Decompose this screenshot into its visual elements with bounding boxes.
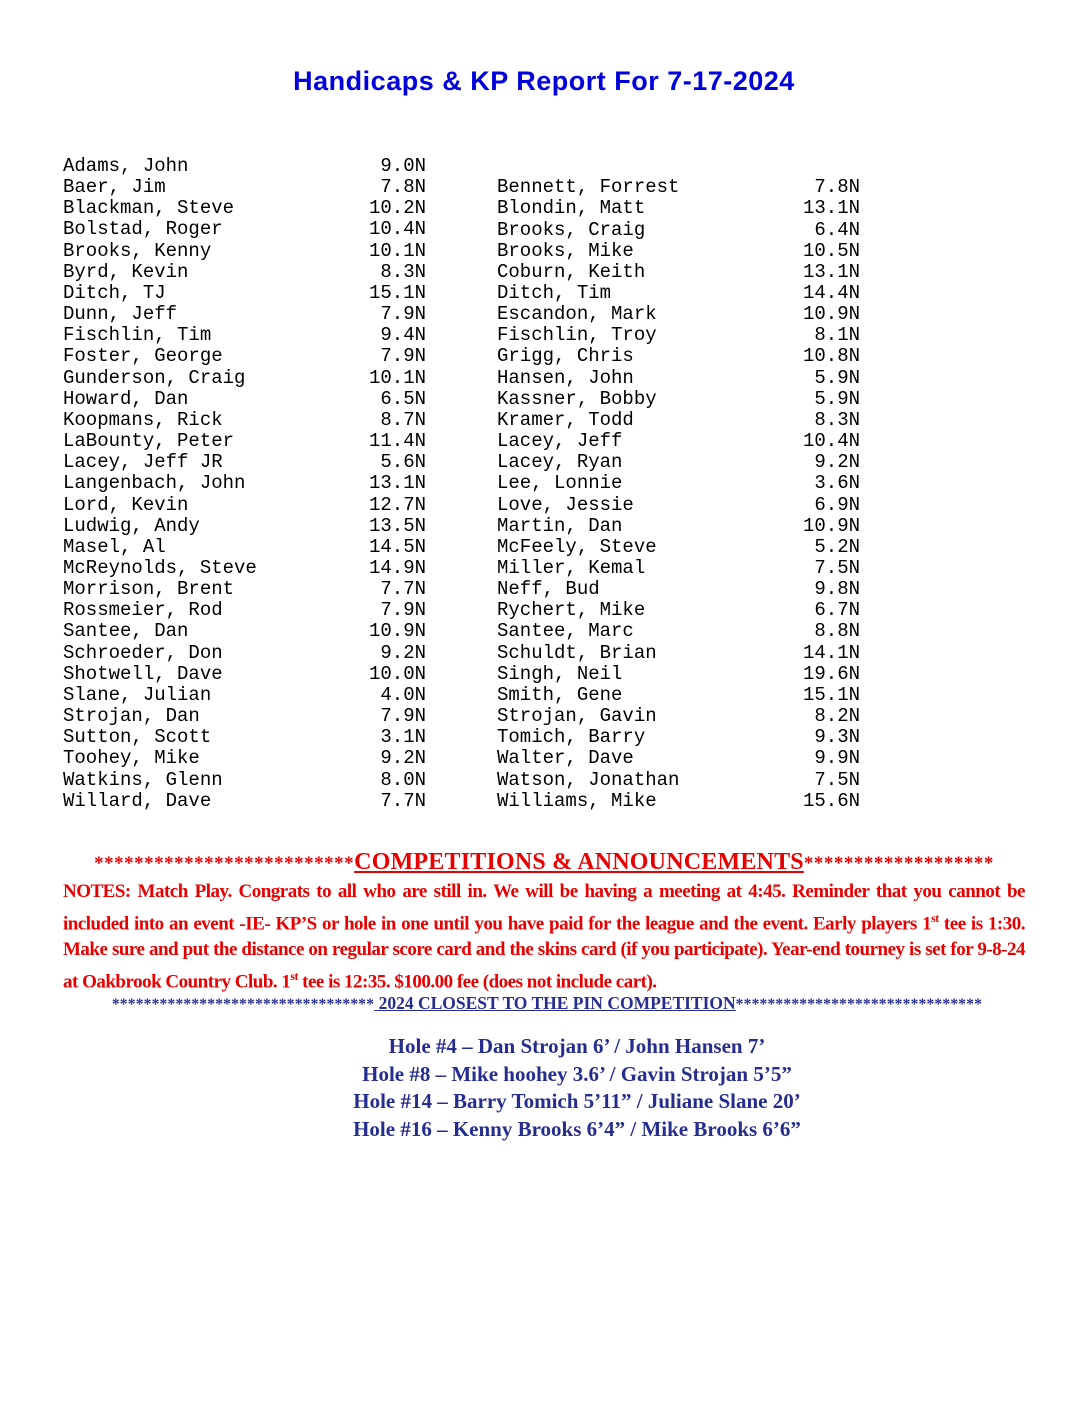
player-name: Masel, Al bbox=[63, 535, 166, 558]
player-handicap: 9.2N bbox=[814, 451, 860, 474]
roster-row bbox=[63, 599, 426, 620]
player-handicap: 9.2N bbox=[380, 747, 426, 770]
player-name: Hansen, John bbox=[497, 366, 634, 389]
player-handicap: 19.6N bbox=[802, 662, 860, 685]
roster-row bbox=[63, 388, 426, 409]
roster-row bbox=[63, 684, 426, 705]
player-handicap: 10.1N bbox=[368, 366, 426, 389]
player-name: Santee, Marc bbox=[497, 620, 634, 643]
roster-row bbox=[497, 388, 860, 409]
player-name: Grigg, Chris bbox=[497, 345, 634, 368]
player-name: Tomich, Barry bbox=[497, 726, 646, 749]
roster-row bbox=[63, 515, 426, 536]
player-handicap: 8.3N bbox=[814, 408, 860, 431]
player-name: Williams, Mike bbox=[497, 789, 657, 812]
player-handicap: 8.8N bbox=[814, 620, 860, 643]
player-handicap: 10.9N bbox=[802, 303, 860, 326]
player-handicap: 14.5N bbox=[368, 535, 426, 558]
roster-row bbox=[497, 790, 860, 811]
player-name: Rychert, Mike bbox=[497, 599, 646, 622]
roster-row bbox=[63, 557, 426, 578]
roster-row bbox=[497, 515, 860, 536]
roster-right-column bbox=[497, 176, 860, 811]
player-handicap: 4.0N bbox=[380, 683, 426, 706]
player-name: Blackman, Steve bbox=[63, 197, 235, 220]
roster-row bbox=[63, 578, 426, 599]
roster-row bbox=[63, 324, 426, 345]
player-name: Willard, Dave bbox=[63, 789, 212, 812]
player-name: Baer, Jim bbox=[63, 176, 166, 199]
player-handicap: 7.9N bbox=[380, 303, 426, 326]
player-name: Watkins, Glenn bbox=[63, 768, 223, 791]
player-handicap: 15.1N bbox=[802, 683, 860, 706]
roster-row bbox=[63, 642, 426, 663]
player-name: LaBounty, Peter bbox=[63, 430, 235, 453]
roster-row bbox=[63, 769, 426, 790]
roster-row bbox=[63, 430, 426, 451]
roster-row bbox=[63, 663, 426, 684]
player-name: Foster, George bbox=[63, 345, 223, 368]
roster-row bbox=[497, 176, 860, 197]
roster-row bbox=[63, 303, 426, 324]
roster-row bbox=[63, 155, 426, 176]
player-handicap: 10.9N bbox=[802, 514, 860, 537]
kp-heading: 2024 CLOSEST TO THE PIN COMPETITION bbox=[374, 993, 736, 1013]
roster-row bbox=[497, 599, 860, 620]
player-handicap: 7.9N bbox=[380, 599, 426, 622]
stars-right: ******************* bbox=[803, 853, 994, 874]
kp-header bbox=[33, 993, 1061, 1014]
player-handicap: 8.7N bbox=[380, 408, 426, 431]
player-name: McFeely, Steve bbox=[497, 535, 657, 558]
roster-row bbox=[497, 367, 860, 388]
player-handicap: 9.4N bbox=[380, 324, 426, 347]
report-title: Handicaps & KP Report For 7-17-2024 bbox=[293, 66, 795, 96]
roster-row bbox=[497, 451, 860, 472]
player-handicap: 10.4N bbox=[802, 430, 860, 453]
roster-row bbox=[63, 747, 426, 768]
player-name: Bolstad, Roger bbox=[63, 218, 223, 241]
roster-row bbox=[63, 472, 426, 493]
notes-paragraph: NOTES: Match Play. Congrats to all who are still in. We will be having a meeting at 4:45. Reminder that you cannot be included into an event -IE- KP’S or hole in one until you have paid for the league and the event. Early players 1st tee is 1:30. Make sure and put the distance on regular score card and the skins card (if you participate). Year-end tourney is set for 9-8-24 at Oakbrook Country Club. 1st tee is 12:35. $100.00 fee (does not include cart). bbox=[63, 881, 1025, 993]
roster-row bbox=[63, 451, 426, 472]
roster-row bbox=[497, 345, 860, 366]
roster-row bbox=[497, 409, 860, 430]
roster-row bbox=[497, 282, 860, 303]
player-handicap: 10.9N bbox=[368, 620, 426, 643]
player-name: Smith, Gene bbox=[497, 683, 623, 706]
stars-left: ********************************* bbox=[111, 996, 375, 1013]
kp-result-line: Hole #16 – Kenny Brooks 6’4” / Mike Brooks 6’6” bbox=[353, 1116, 801, 1141]
player-name: Brooks, Mike bbox=[497, 239, 634, 262]
roster-row bbox=[497, 684, 860, 705]
player-name: Escandon, Mark bbox=[497, 303, 657, 326]
player-name: Lacey, Ryan bbox=[497, 451, 623, 474]
roster-row bbox=[63, 790, 426, 811]
roster-row bbox=[63, 620, 426, 641]
roster-row bbox=[63, 367, 426, 388]
roster-row bbox=[63, 218, 426, 239]
player-name: Fischlin, Tim bbox=[63, 324, 212, 347]
announcements-header bbox=[63, 849, 1025, 876]
player-name: Brooks, Kenny bbox=[63, 239, 212, 262]
player-handicap: 11.4N bbox=[368, 430, 426, 453]
player-handicap: 7.8N bbox=[814, 176, 860, 199]
roster-row bbox=[63, 705, 426, 726]
stars-right: ******************************* bbox=[735, 996, 983, 1013]
player-handicap: 13.1N bbox=[802, 260, 860, 283]
player-name: Coburn, Keith bbox=[497, 260, 646, 283]
player-name: Strojan, Dan bbox=[63, 705, 200, 728]
player-name: Kramer, Todd bbox=[497, 408, 634, 431]
player-name: Neff, Bud bbox=[497, 578, 600, 601]
player-name: Kassner, Bobby bbox=[497, 387, 657, 410]
player-name: Rossmeier, Rod bbox=[63, 599, 223, 622]
player-handicap: 13.5N bbox=[368, 514, 426, 537]
player-name: Schroeder, Don bbox=[63, 641, 223, 664]
player-handicap: 8.1N bbox=[814, 324, 860, 347]
roster-row bbox=[63, 409, 426, 430]
roster-row bbox=[497, 747, 860, 768]
player-name: Dunn, Jeff bbox=[63, 303, 178, 326]
player-name: Ditch, Tim bbox=[497, 281, 612, 304]
player-handicap: 5.9N bbox=[814, 387, 860, 410]
kp-result-line: Hole #8 – Mike hoohey 3.6’ / Gavin Strojan 5’5” bbox=[362, 1061, 792, 1086]
player-handicap: 14.9N bbox=[368, 556, 426, 579]
player-handicap: 7.7N bbox=[380, 789, 426, 812]
roster-row bbox=[497, 197, 860, 218]
player-name: Koopmans, Rick bbox=[63, 408, 223, 431]
player-name: Langenbach, John bbox=[63, 472, 246, 495]
player-handicap: 10.2N bbox=[368, 197, 426, 220]
roster-row bbox=[497, 261, 860, 282]
player-handicap: 9.2N bbox=[380, 641, 426, 664]
player-handicap: 10.4N bbox=[368, 218, 426, 241]
player-handicap: 10.5N bbox=[802, 239, 860, 262]
player-handicap: 8.2N bbox=[814, 705, 860, 728]
roster-row bbox=[63, 197, 426, 218]
player-name: Walter, Dave bbox=[497, 747, 634, 770]
player-handicap: 5.9N bbox=[814, 366, 860, 389]
player-name: Gunderson, Craig bbox=[63, 366, 246, 389]
roster-row bbox=[63, 726, 426, 747]
player-name: Blondin, Matt bbox=[497, 197, 646, 220]
player-handicap: 15.1N bbox=[368, 281, 426, 304]
player-name: McReynolds, Steve bbox=[63, 556, 257, 579]
roster-row bbox=[63, 345, 426, 366]
player-handicap: 9.8N bbox=[814, 578, 860, 601]
player-handicap: 13.1N bbox=[368, 472, 426, 495]
player-handicap: 5.6N bbox=[380, 451, 426, 474]
player-handicap: 14.4N bbox=[802, 281, 860, 304]
roster-row bbox=[497, 726, 860, 747]
player-name: Miller, Kemal bbox=[497, 557, 646, 579]
player-name: Singh, Neil bbox=[497, 662, 623, 685]
player-handicap: 12.7N bbox=[368, 493, 426, 516]
player-name: Lord, Kevin bbox=[63, 493, 189, 516]
roster-row bbox=[497, 663, 860, 684]
player-name: Slane, Julian bbox=[63, 683, 212, 706]
player-handicap: 6.9N bbox=[814, 493, 860, 516]
player-handicap: 9.3N bbox=[814, 726, 860, 749]
player-handicap: 7.5N bbox=[814, 768, 860, 791]
roster-row bbox=[497, 642, 860, 663]
player-handicap: 10.8N bbox=[802, 345, 860, 368]
player-handicap: 5.2N bbox=[814, 535, 860, 558]
roster-row bbox=[497, 536, 860, 557]
player-handicap: 14.1N bbox=[802, 641, 860, 664]
player-name: Lacey, Jeff JR bbox=[63, 451, 223, 474]
roster-left-column bbox=[63, 155, 426, 811]
player-name: Love, Jessie bbox=[497, 493, 634, 516]
roster-row bbox=[63, 494, 426, 515]
player-handicap: 13.1N bbox=[802, 197, 860, 220]
player-handicap: 7.7N bbox=[380, 578, 426, 601]
stars-left: ************************** bbox=[94, 853, 355, 874]
player-name: Morrison, Brent bbox=[63, 578, 235, 601]
player-handicap: 7.5N bbox=[814, 557, 860, 579]
player-name: Byrd, Kevin bbox=[63, 260, 189, 283]
roster-row bbox=[497, 557, 860, 578]
roster-row bbox=[497, 219, 860, 240]
player-handicap: 10.1N bbox=[368, 239, 426, 262]
player-handicap: 3.6N bbox=[814, 472, 860, 495]
roster-row bbox=[497, 324, 860, 345]
roster-row bbox=[497, 472, 860, 493]
roster-row bbox=[63, 261, 426, 282]
player-name: Bennett, Forrest bbox=[497, 176, 680, 199]
kp-result-line: Hole #4 – Dan Strojan 6’ / John Hansen 7’ bbox=[388, 1034, 766, 1058]
roster-row bbox=[63, 176, 426, 197]
player-handicap: 10.0N bbox=[368, 662, 426, 685]
roster-row bbox=[63, 240, 426, 261]
roster-row bbox=[497, 620, 860, 641]
player-name: Martin, Dan bbox=[497, 514, 623, 537]
player-name: Shotwell, Dave bbox=[63, 662, 223, 685]
player-name: Santee, Dan bbox=[63, 620, 189, 643]
roster-row bbox=[497, 303, 860, 324]
player-handicap: 9.0N bbox=[380, 155, 426, 177]
player-handicap: 6.5N bbox=[380, 387, 426, 410]
roster-row bbox=[497, 769, 860, 790]
player-handicap: 7.9N bbox=[380, 345, 426, 368]
player-handicap: 8.3N bbox=[380, 260, 426, 283]
roster-row bbox=[497, 494, 860, 515]
player-name: Ludwig, Andy bbox=[63, 514, 200, 537]
roster-row bbox=[497, 430, 860, 451]
player-handicap: 6.4N bbox=[814, 218, 860, 241]
player-name: Watson, Jonathan bbox=[497, 768, 680, 791]
player-name: Lee, Lonnie bbox=[497, 472, 623, 495]
player-handicap: 8.0N bbox=[380, 768, 426, 791]
player-handicap: 7.8N bbox=[380, 176, 426, 199]
player-handicap: 15.6N bbox=[802, 789, 860, 812]
roster-row bbox=[63, 536, 426, 557]
player-name: Adams, John bbox=[63, 155, 189, 177]
player-name: Ditch, TJ bbox=[63, 281, 166, 304]
roster-row bbox=[497, 240, 860, 261]
player-name: Fischlin, Troy bbox=[497, 324, 657, 347]
player-name: Toohey, Mike bbox=[63, 747, 200, 770]
player-name: Sutton, Scott bbox=[63, 726, 212, 749]
player-handicap: 3.1N bbox=[380, 726, 426, 749]
player-name: Strojan, Gavin bbox=[497, 705, 657, 728]
player-handicap: 7.9N bbox=[380, 705, 426, 728]
player-handicap: 6.7N bbox=[814, 599, 860, 622]
roster-row bbox=[497, 705, 860, 726]
kp-result-line: Hole #14 – Barry Tomich 5’11” / Juliane Slane 20’ bbox=[353, 1089, 801, 1113]
announcements-heading: COMPETITIONS & ANNOUNCEMENTS bbox=[354, 849, 804, 875]
player-name: Lacey, Jeff bbox=[497, 430, 623, 453]
player-handicap: 9.9N bbox=[814, 747, 860, 770]
player-name: Howard, Dan bbox=[63, 387, 189, 410]
player-name: Brooks, Craig bbox=[497, 218, 646, 241]
kp-results bbox=[33, 1033, 1088, 1143]
roster-row bbox=[497, 578, 860, 599]
roster-row bbox=[63, 282, 426, 303]
player-name: Schuldt, Brian bbox=[497, 641, 657, 664]
